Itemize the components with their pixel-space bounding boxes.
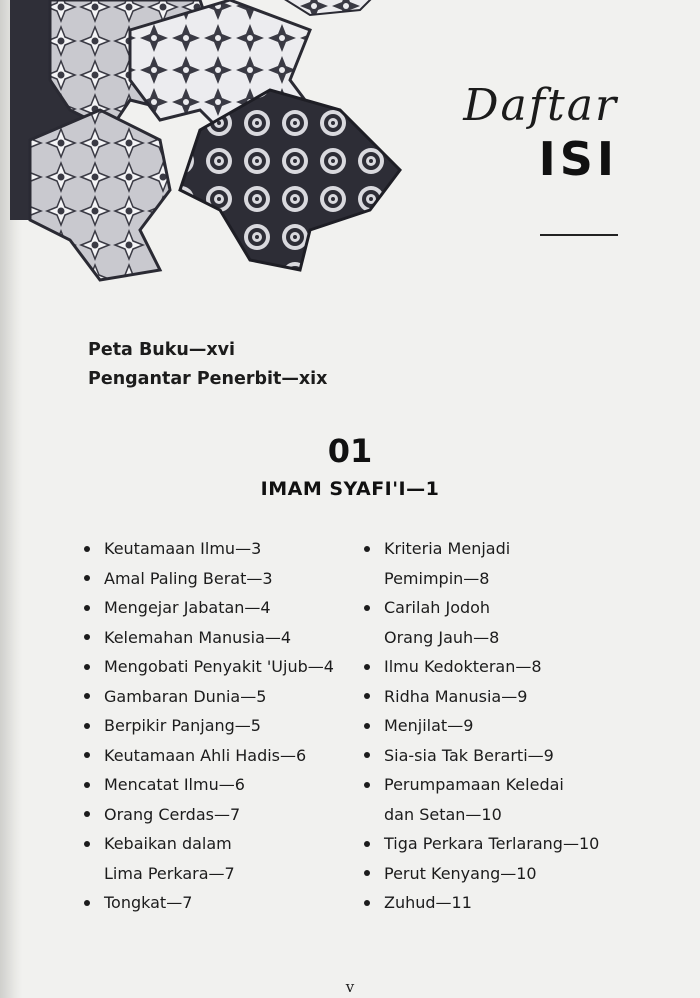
toc-entry-text: Perumpamaan Keledai: [384, 775, 564, 794]
toc-entry-text: Pemimpin—8: [384, 568, 490, 588]
chapter-number: 01: [327, 432, 373, 470]
front-matter-item: Peta Buku—xvi: [88, 340, 236, 360]
bullet-icon: [84, 811, 90, 817]
toc-entry-text: Ilmu Kedokteran—8: [384, 657, 542, 676]
toc-left-column: [82, 534, 352, 918]
toc-entry-text: Keutamaan Ilmu—3: [104, 539, 262, 558]
toc-entry: [82, 623, 352, 653]
toc-entry: [362, 859, 632, 889]
toc-entry-text: Kelemahan Manusia—4: [104, 627, 292, 647]
bullet-icon: [364, 723, 370, 729]
bullet-icon: [84, 605, 90, 611]
toc-entry-text: dan Setan—10: [384, 804, 502, 824]
toc-entry-text: Zuhud—11: [384, 893, 472, 912]
toc-entry: [362, 652, 632, 682]
toc-entry: [82, 564, 352, 594]
bullet-icon: [84, 723, 90, 729]
toc-entry: [82, 534, 352, 564]
toc-entry: [82, 770, 352, 800]
toc-entry-text: Ridha Manusia—9: [384, 686, 528, 706]
toc-entry: [82, 888, 352, 918]
toc-entry-text: Kebaikan dalam: [104, 834, 232, 853]
toc-entry: [82, 711, 352, 741]
bullet-icon: [364, 664, 370, 670]
toc-entry-text: Carilah Jodoh: [384, 598, 491, 617]
toc-entry-text: Berpikir Panjang—5: [104, 716, 261, 735]
toc-entry: [362, 711, 632, 741]
bullet-icon: [84, 752, 90, 758]
bullet-icon: [84, 900, 90, 906]
toc-entry: [362, 829, 632, 859]
toc-right-column: [362, 534, 632, 918]
heading-divider: [540, 234, 618, 236]
page-number: v: [345, 978, 355, 996]
toc-entry-text: Orang Jauh—8: [384, 627, 500, 647]
toc-entry: [362, 888, 632, 918]
toc-entry-text: Menjilat—9: [384, 716, 474, 735]
toc-entry-text: Mencatat Ilmu—6: [104, 775, 245, 794]
heading-script-word: Daftar: [463, 80, 618, 131]
front-matter-item: Pengantar Penerbit—xix: [88, 369, 328, 389]
toc-entry-text: Perut Kenyang—10: [384, 863, 537, 883]
toc-entry: [82, 741, 352, 771]
bullet-icon: [364, 841, 370, 847]
toc-entry-text: Tongkat—7: [104, 893, 193, 912]
bullet-icon: [364, 546, 370, 552]
chapter-title: IMAM SYAFI'I—1: [260, 478, 440, 500]
toc-entry-text: Tiga Perkara Terlarang—10: [384, 834, 600, 853]
toc-entry-text: Orang Cerdas—7: [104, 804, 241, 824]
bullet-icon: [84, 693, 90, 699]
toc-entry-text: Amal Paling Berat—3: [104, 568, 273, 588]
bullet-icon: [84, 575, 90, 581]
toc-entry: [362, 534, 632, 593]
islamic-geometric-ornament-icon: [10, 0, 410, 290]
toc-entry-text: Lima Perkara—7: [104, 863, 235, 883]
toc-entry: [362, 593, 632, 652]
toc-entry: [82, 800, 352, 830]
toc-entry: [82, 593, 352, 623]
bullet-icon: [364, 693, 370, 699]
bullet-icon: [364, 782, 370, 788]
toc-entry-text: Gambaran Dunia—5: [104, 686, 267, 706]
bullet-icon: [364, 752, 370, 758]
toc-entry-text: Mengobati Penyakit 'Ujub—4: [104, 657, 334, 676]
bullet-icon: [84, 634, 90, 640]
toc-entry-text: Kriteria Menjadi: [384, 539, 511, 558]
toc-entry: [82, 829, 352, 888]
toc-entry: [362, 682, 632, 712]
contents-heading: [463, 80, 618, 186]
bullet-icon: [364, 605, 370, 611]
toc-entry-text: Mengejar Jabatan—4: [104, 598, 271, 617]
toc-entry: [362, 741, 632, 771]
bullet-icon: [364, 900, 370, 906]
toc-entry: [362, 770, 632, 829]
toc-entry-text: Keutamaan Ahli Hadis—6: [104, 745, 307, 765]
heading-bold-word: ISI: [538, 132, 618, 186]
toc-entry: [82, 652, 352, 682]
bullet-icon: [364, 870, 370, 876]
front-matter-list: [88, 336, 327, 394]
bullet-icon: [84, 782, 90, 788]
bullet-icon: [84, 664, 90, 670]
toc-entry: [82, 682, 352, 712]
toc-entry-text: Sia-sia Tak Berarti—9: [384, 745, 554, 765]
bullet-icon: [84, 546, 90, 552]
bullet-icon: [84, 841, 90, 847]
